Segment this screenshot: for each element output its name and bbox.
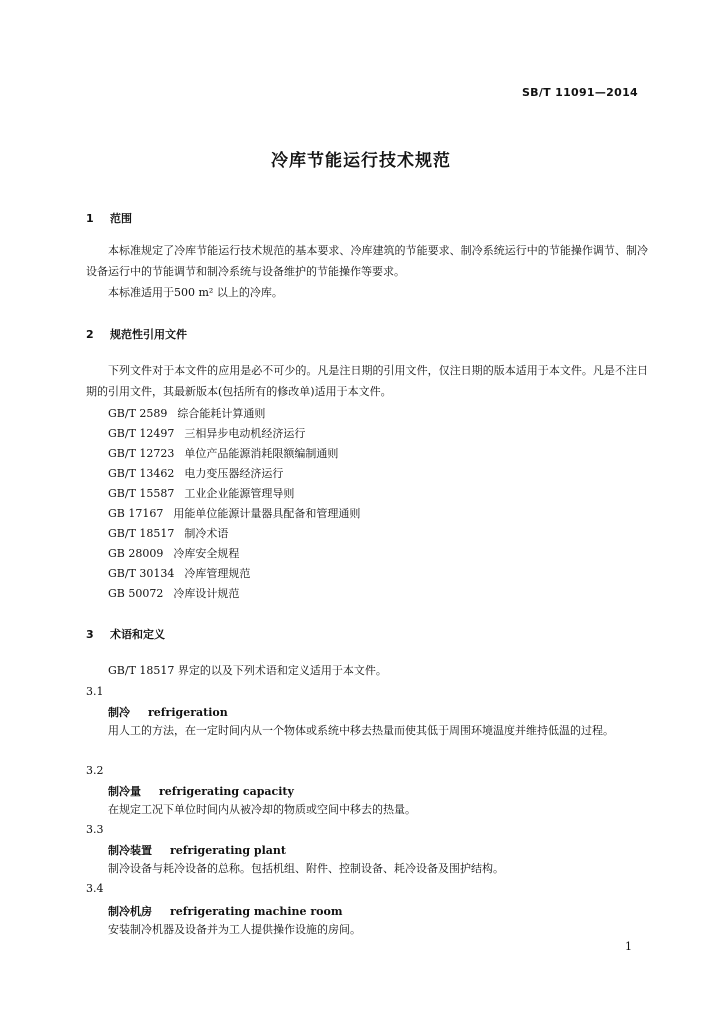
page-number: 1 bbox=[625, 940, 632, 953]
term-definition: 在规定工况下单位时间内从被冷却的物质或空间中移去的热量。 bbox=[108, 803, 416, 816]
term-heading bbox=[108, 704, 228, 720]
reference-code: GB/T 2589 bbox=[108, 407, 168, 420]
reference-item bbox=[108, 445, 338, 461]
section-title: 范围 bbox=[110, 212, 132, 225]
section-title: 规范性引用文件 bbox=[110, 328, 187, 341]
term-zh: 制冷 bbox=[108, 706, 130, 719]
reference-title: 冷库管理规范 bbox=[184, 567, 251, 580]
section-number: 1 bbox=[86, 212, 94, 225]
term-definition: 安装制冷机器及设备并为工人提供操作设施的房间。 bbox=[108, 923, 361, 936]
reference-code: GB 28009 bbox=[108, 547, 164, 560]
term-en: refrigerating machine room bbox=[170, 905, 343, 918]
section-3-heading bbox=[86, 626, 165, 642]
term-number: 3.2 bbox=[86, 764, 104, 777]
reference-title: 单位产品能源消耗限额编制通则 bbox=[184, 447, 339, 460]
section-1-paragraph-1: 本标准规定了冷库节能运行技术规范的基本要求、冷库建筑的节能要求、制冷系统运行中的节能操作调节、制冷设备运行中的节能调节和制冷系统与设备维护的节能操作等要求。 bbox=[86, 244, 648, 278]
reference-item bbox=[108, 505, 360, 521]
section-2-heading bbox=[86, 326, 187, 342]
section-2-intro: 下列文件对于本文件的应用是必不可少的。凡是注日期的引用文件，仅注日期的版本适用于本文件。凡是不注日期的引用文件，其最新版本(包括所有的修改单)适用于本文件。 bbox=[86, 364, 648, 398]
reference-title: 用能单位能源计量器具配备和管理通则 bbox=[173, 507, 361, 520]
term-number: 3.1 bbox=[86, 685, 104, 698]
reference-code: GB/T 30134 bbox=[108, 567, 175, 580]
reference-title: 工业企业能源管理导则 bbox=[184, 487, 295, 500]
reference-item bbox=[108, 425, 305, 441]
term-definition: 制冷设备与耗冷设备的总称。包括机组、附件、控制设备、耗冷设备及围护结构。 bbox=[108, 862, 504, 875]
reference-title: 三相异步电动机经济运行 bbox=[184, 427, 306, 440]
section-3-intro: GB/T 18517 界定的以及下列术语和定义适用于本文件。 bbox=[108, 664, 387, 677]
reference-code: GB/T 13462 bbox=[108, 467, 175, 480]
reference-code: GB/T 15587 bbox=[108, 487, 175, 500]
reference-title: 冷库安全规程 bbox=[173, 547, 240, 560]
section-1-heading bbox=[86, 210, 132, 226]
term-zh: 制冷机房 bbox=[108, 905, 152, 918]
reference-item bbox=[108, 585, 239, 601]
reference-item bbox=[108, 405, 265, 421]
term-en: refrigerating plant bbox=[170, 844, 286, 857]
term-heading bbox=[108, 842, 286, 858]
term-heading bbox=[108, 903, 342, 919]
reference-title: 综合能耗计算通则 bbox=[177, 407, 266, 420]
reference-item bbox=[108, 525, 228, 541]
term-zh: 制冷装置 bbox=[108, 844, 152, 857]
term-zh: 制冷量 bbox=[108, 785, 141, 798]
reference-code: GB 17167 bbox=[108, 507, 164, 520]
term-definition: 用人工的方法，在一定时间内从一个物体或系统中移去热量而使其低于周围环境温度并维持低温的过程。 bbox=[108, 724, 614, 737]
reference-item bbox=[108, 465, 283, 481]
term-en: refrigerating capacity bbox=[159, 785, 294, 798]
reference-code: GB/T 18517 bbox=[108, 527, 175, 540]
section-title: 术语和定义 bbox=[110, 628, 165, 641]
reference-item bbox=[108, 545, 239, 561]
reference-code: GB/T 12497 bbox=[108, 427, 175, 440]
section-number: 2 bbox=[86, 328, 94, 341]
reference-item bbox=[108, 485, 294, 501]
term-number: 3.4 bbox=[86, 882, 104, 895]
reference-code: GB/T 12723 bbox=[108, 447, 175, 460]
document-title: 冷库节能运行技术规范 bbox=[271, 151, 451, 171]
section-number: 3 bbox=[86, 628, 94, 641]
reference-code: GB 50072 bbox=[108, 587, 164, 600]
term-heading bbox=[108, 783, 294, 799]
reference-item bbox=[108, 565, 250, 581]
section-1-paragraph-2: 本标准适用于500 m² 以上的冷库。 bbox=[108, 286, 283, 299]
reference-title: 制冷术语 bbox=[184, 527, 229, 540]
term-number: 3.3 bbox=[86, 823, 104, 836]
reference-title: 电力变压器经济运行 bbox=[184, 467, 284, 480]
standard-code: SB/T 11091—2014 bbox=[521, 86, 638, 99]
reference-title: 冷库设计规范 bbox=[173, 587, 240, 600]
term-en: refrigeration bbox=[148, 706, 228, 719]
